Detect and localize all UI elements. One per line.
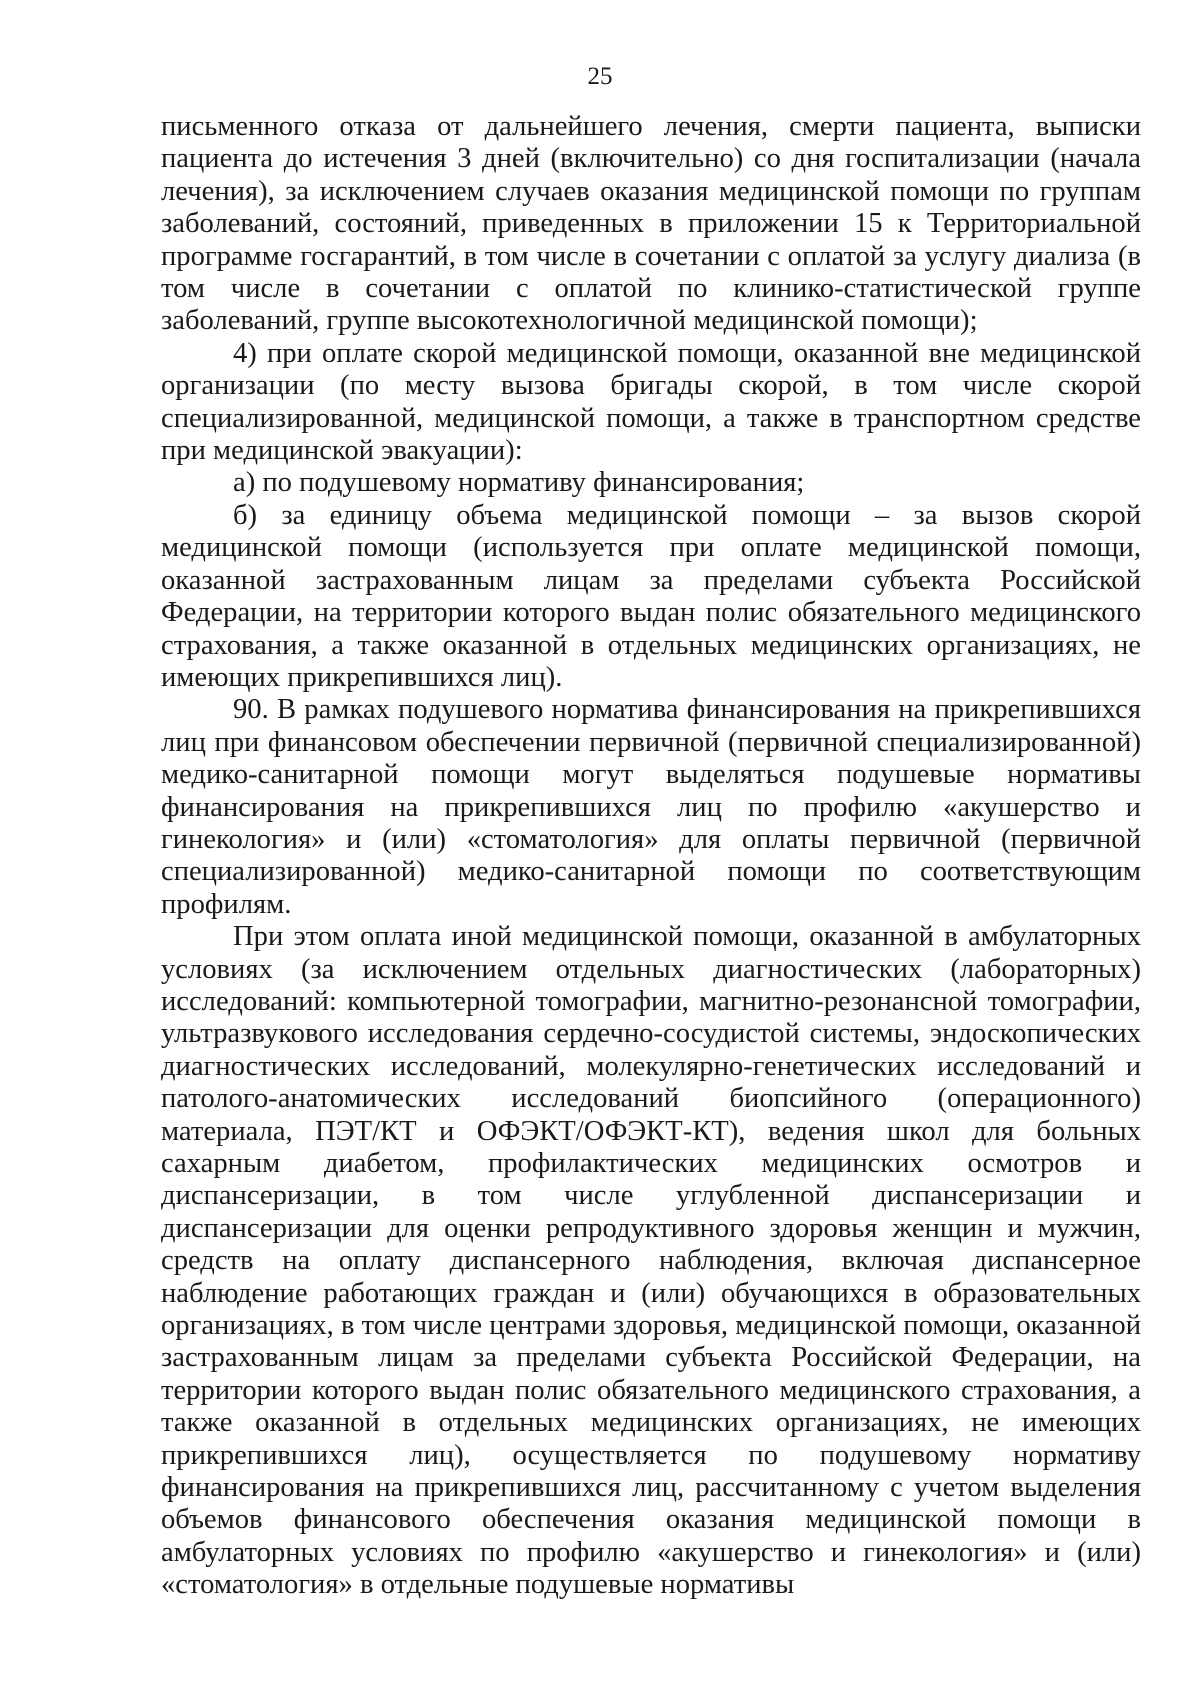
page-number: 25 bbox=[587, 63, 613, 90]
paragraph-item-4: 4) при оплате скорой медицинской помощи, оказанной вне медицинской организации (по месту вызова бригады скорой, в том числе скорой специализированной, медицинской помощи, а также в транспортном средстве при медицинской эвакуации): bbox=[161, 337, 1141, 467]
paragraph-item-90: 90. В рамках подушевого норматива финансирования на прикрепившихся лиц при финансовом обеспечении первичной (первичной специализированной) медико-санитарной помощи могут выделяться подушевые нормативы финансирования на прикрепившихся лиц по профилю «акушерство и гинекология» и (или) «стоматология» для оплаты первичной (первичной специализированной) медико-санитарной помощи по соответствующим профилям. bbox=[161, 694, 1141, 920]
document-body bbox=[161, 111, 1141, 1602]
paragraph-subitem-b: б) за единицу объема медицинской помощи – за вызов скорой медицинской помощи (используется при оплате медицинской помощи, оказанной застрахованным лицам за пределами субъекта Российской Федерации, на территории которого выдан полис обязательного медицинского страхования, а также оказанной в отдельных медицинских организациях, не имеющих прикрепившихся лиц). bbox=[161, 499, 1141, 693]
paragraph-continuation: письменного отказа от дальнейшего лечения, смерти пациента, выписки пациента до истечения 3 дней (включительно) со дня госпитализации (начала лечения), за исключением случаев оказания медицинской помощи по группам заболеваний, состояний, приведенных в приложении 15 к Территориальной программе госгарантий, в том числе в сочетании с оплатой за услугу диализа (в том числе в сочетании с оплатой по клинико-статистической группе заболеваний, группе высокотехнологичной медицинской помощи); bbox=[161, 111, 1141, 337]
paragraph-payment-terms: При этом оплата иной медицинской помощи, оказанной в амбулаторных условиях (за исключением отдельных диагностических (лабораторных) исследований: компьютерной томографии, магнитно-резонансной томографии, ультразвукового исследования сердечно-сосудистой системы, эндоскопических диагностических исследований, молекулярно-генетических исследований и патолого-анатомических исследований биопсийного (операционного) материала, ПЭТ/КТ и ОФЭКТ/ОФЭКТ-КТ), ведения школ для больных сахарным диабетом, профилактических медицинских осмотров и диспансеризации, в том числе углубленной диспансеризации и диспансеризации для оценки репродуктивного здоровья женщин и мужчин, средств на оплату диспансерного наблюдения, включая диспансерное наблюдение работающих граждан и (или) обучающихся в образовательных организациях, в том числе центрами здоровья, медицинской помощи, оказанной застрахованным лицам за пределами субъекта Российской Федерации, на территории которого выдан полис обязательного медицинского страхования, а также оказанной в отдельных медицинских организациях, не имеющих прикрепившихся лиц), осуществляется по подушевому нормативу финансирования на прикрепившихся лиц, рассчитанному с учетом выделения объемов финансового обеспечения оказания медицинской помощи в амбулаторных условиях по профилю «акушерство и гинекология» и (или) «стоматология» в отдельные подушевые нормативы bbox=[161, 921, 1141, 1601]
paragraph-subitem-a: а) по подушевому нормативу финансирования; bbox=[233, 467, 805, 499]
